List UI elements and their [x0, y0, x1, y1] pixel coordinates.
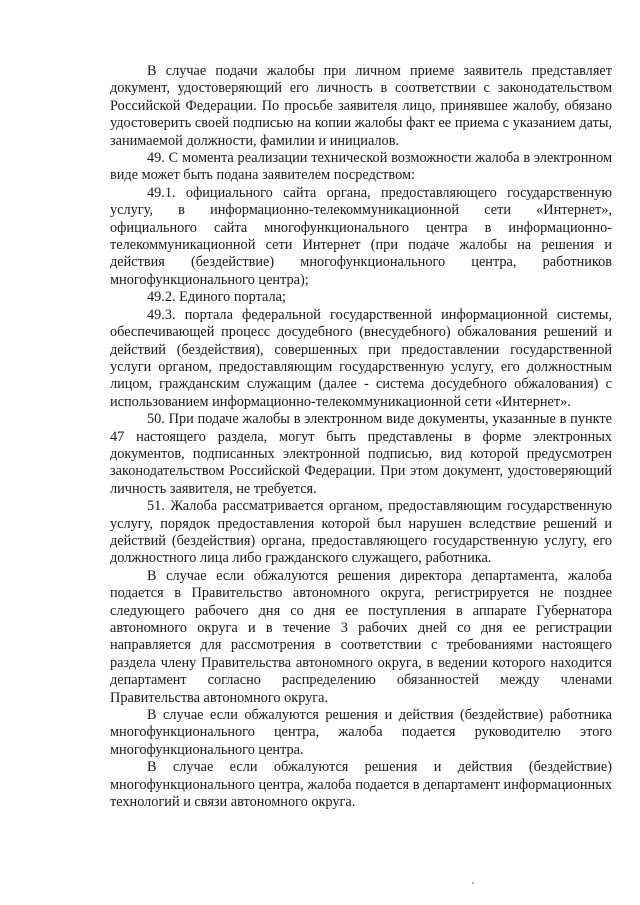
- document-body: [110, 63, 612, 811]
- paragraph-personal-reception: В случае подачи жалобы при личном приеме заявитель представляет документ, удостоверяющий его личность в соответствии с законодательством Российской Федерации. По просьбе заявителя лицо, принявшее жалобу, обязано удостоверить своей подписью на копии жалобы факт ее приема с указанием даты, занимаемой должности, фамилии и инициалов.: [110, 63, 612, 149]
- scan-speck: [472, 882, 474, 884]
- paragraph-mfc-complaint: В случае если обжалуются решения и действия (бездействие) многофункционального центра, жалоба подается в департамент информационных технологий и связи автономного округа.: [110, 759, 612, 811]
- paragraph-49: 49. С момента реализации технической возможности жалоба в электронном виде может быть подана заявителем посредством:: [110, 150, 612, 184]
- paragraph-51: 51. Жалоба рассматривается органом, предоставляющим государственную услугу, порядок предоставления которой был нарушен вследствие решений и действий (бездействия) органа, предоставляющего государственную услугу, его должностного лица либо гражданского служащего, работника.: [110, 498, 612, 567]
- paragraph-mfc-worker-complaint: В случае если обжалуются решения и действия (бездействие) работника многофункционального центра, жалоба подается руководителю этого многофункционального центра.: [110, 707, 612, 758]
- paragraph-49-1: 49.1. официального сайта органа, предоставляющего государственную услугу, в информационно-телекоммуникационной сети «Интернет», официального сайта многофункционального центра в информационно-телекоммуникационной сети Интернет (при подаче жалобы на решения и действия (бездействие) многофункционального центра, работников многофункционального центра);: [110, 184, 612, 288]
- paragraph-director-complaint: В случае если обжалуются решения директора департамента, жалоба подается в Правительство автономного округа, регистрируется не позднее следующего рабочего дня со дня ее поступления в аппарате Губернатора автономного округа и в течение 3 рабочих дней со дня ее регистрации направляется для рассмотрения в соответствии с требованиями настоящего раздела члену Правительства автономного округа, в ведении которого находится департамент согласно распределению обязанностей между членами Правительства автономного округа.: [110, 567, 612, 706]
- paragraph-49-2: 49.2. Единого портала;: [147, 289, 286, 306]
- paragraph-50: 50. При подаче жалобы в электронном виде документы, указанные в пункте 47 настоящего раздела, могут быть представлены в форме электронных документов, подписанных электронной подписью, вид которой предусмотрен законодательством Российской Федерации. При этом документ, удостоверяющий личность заявителя, не требуется.: [110, 411, 612, 497]
- paragraph-49-3: 49.3. портала федеральной государственной информационной системы, обеспечивающей процесс досудебного (внесудебного) обжалования решений и действий (бездействия), совершенных при предоставлении государственной услуги органом, предоставляющим государственную услугу, его должностным лицом, гражданским служащим (далее - система досудебного обжалования) с использованием информационно-телекоммуникационной сети «Интернет».: [110, 306, 612, 410]
